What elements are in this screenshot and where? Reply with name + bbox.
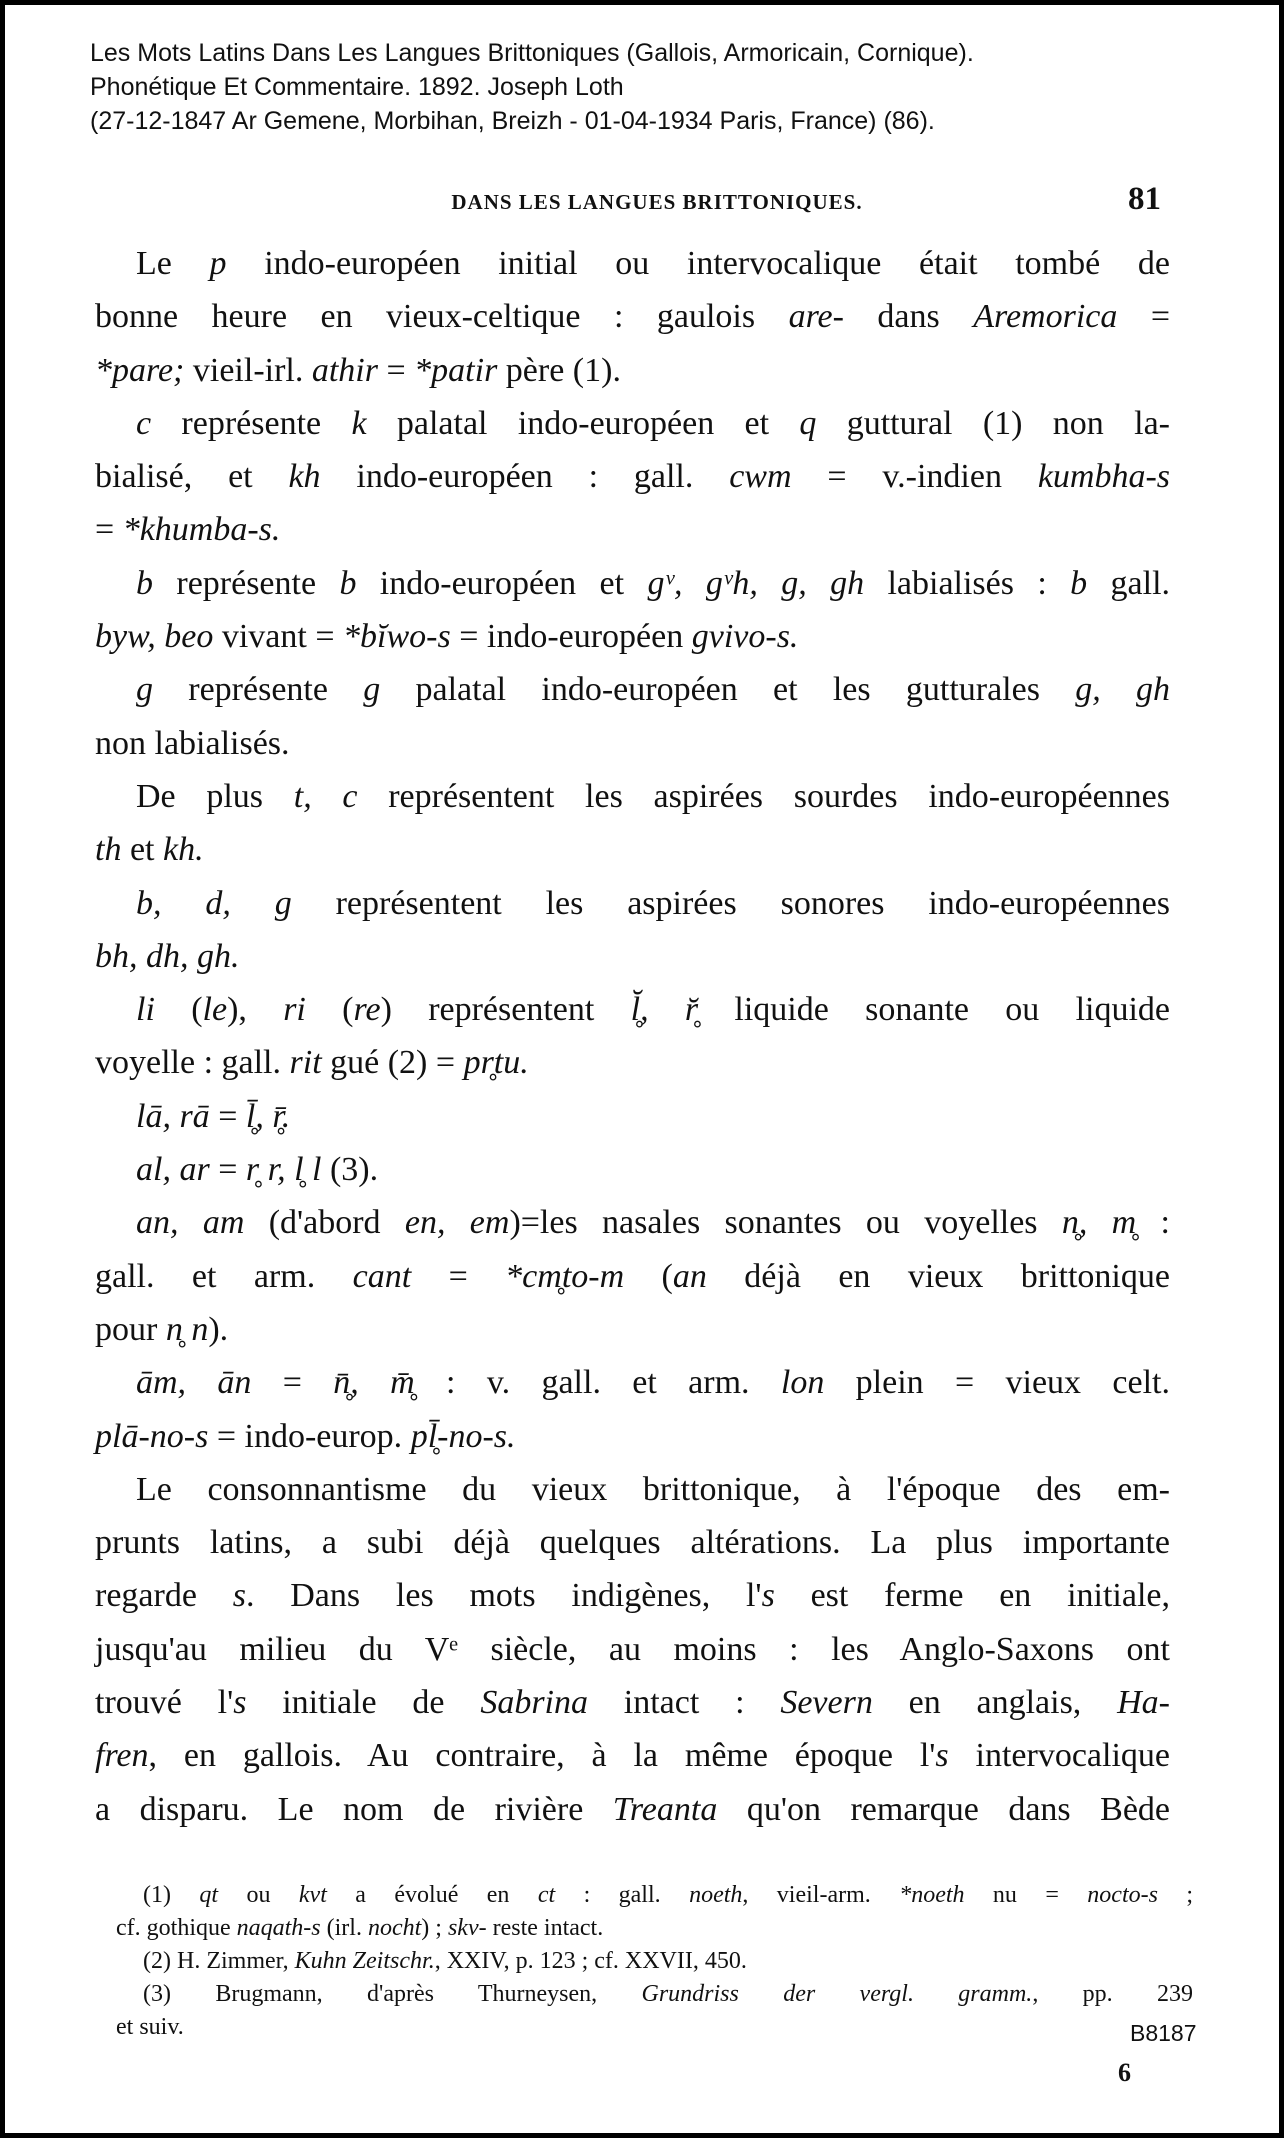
text-run: , XXIV, p. 123 ; cf. XXVII, 450.: [434, 1948, 747, 1974]
body-line: [95, 610, 1170, 663]
text-run: intervocalique: [948, 1737, 1170, 1775]
italic-term: t, c: [293, 777, 358, 815]
text-run: =: [1117, 298, 1170, 336]
italic-term: gvivo-s.: [691, 618, 799, 656]
italic-term: rit: [289, 1044, 322, 1082]
text-run: père (1).: [497, 351, 621, 389]
text-run: représentent les aspirées sonores indo-européennes: [291, 884, 1171, 922]
text-run: ) représentent: [380, 991, 631, 1029]
italic-term: s: [761, 1577, 775, 1615]
text-run: représentent les aspirées sourdes indo-européennes: [357, 777, 1171, 815]
text-run: reste intact.: [486, 1915, 604, 1941]
body-line: [95, 1623, 1170, 1676]
body-line: [95, 983, 1170, 1036]
header-line: Les Mots Latins Dans Les Langues Brittoniques (Gallois, Armoricain, Cornique).: [90, 39, 974, 67]
body-line: [95, 1036, 1170, 1089]
text-run: a disparu. Le nom de rivière: [95, 1790, 613, 1828]
italic-term: ri: [283, 991, 306, 1029]
italic-term: nocto-s: [1087, 1882, 1158, 1908]
italic-term: l̥̆, r̥̆: [630, 991, 699, 1029]
italic-term: Treanta: [612, 1790, 718, 1828]
italic-term: al, ar: [136, 1151, 210, 1189]
text-run: (irl.: [320, 1915, 368, 1941]
italic-term: Kuhn Zeitschr.: [294, 1948, 435, 1974]
italic-term: kumbha-s: [1037, 458, 1171, 496]
italic-term: lon: [780, 1364, 825, 1402]
footnote-line: [116, 1978, 1193, 2011]
body-line: [95, 557, 1170, 610]
text-run: (: [305, 991, 354, 1029]
italic-term: b, d, g: [136, 884, 292, 922]
italic-term: kvt: [298, 1882, 327, 1908]
text-run: . Dans les mots indigènes, l': [245, 1577, 762, 1615]
page-number: 81: [1128, 181, 1161, 217]
italic-term: bh, dh, gh.: [95, 937, 240, 975]
footnotes: [116, 1879, 1193, 2044]
italic-term: b: [339, 564, 357, 602]
text-run: )=les nasales sonantes ou voyelles: [509, 1204, 1062, 1242]
italic-term: l̥̄, r̥̄.: [245, 1097, 291, 1135]
body-line: [95, 1143, 1170, 1196]
footnote-line: [116, 1945, 1193, 1978]
body-line: [95, 397, 1170, 450]
footnote-line: [116, 1912, 1193, 1945]
text-run: qu'on remarque dans Bède: [717, 1790, 1171, 1828]
text-run: liquide sonante ou liquide: [698, 991, 1171, 1029]
text-run: représente: [153, 671, 364, 709]
header-line: Phonétique Et Commentaire. 1892. Joseph Loth: [90, 73, 624, 101]
body-line: [95, 1303, 1170, 1356]
body-line: [95, 877, 1170, 930]
body-line: [95, 1676, 1170, 1729]
text-run: ;: [1157, 1882, 1194, 1908]
italic-term: plā-no-s: [95, 1417, 209, 1455]
italic-term: athir: [311, 351, 378, 389]
italic-term: naqath-s: [236, 1915, 321, 1941]
running-head: DANS LES LANGUES BRITTONIQUES.: [451, 190, 863, 214]
italic-term: *pare;: [95, 351, 185, 389]
body-line: [95, 1783, 1170, 1836]
italic-term: kh: [288, 458, 321, 496]
italic-term: an: [672, 1257, 707, 1295]
italic-term: Ha-: [1117, 1684, 1170, 1722]
body-line: [95, 1356, 1170, 1409]
italic-term: c: [136, 404, 152, 442]
italic-term: th: [95, 831, 122, 869]
body-line: [95, 503, 1170, 556]
body-line: [95, 1410, 1170, 1463]
italic-term: n̥̄, m̥̄: [333, 1364, 415, 1402]
italic-term: p: [209, 245, 227, 282]
italic-term: li: [136, 991, 155, 1029]
italic-term: b: [136, 564, 153, 602]
text-run: ou: [218, 1882, 299, 1908]
signature-mark: 6: [1118, 2058, 1131, 2087]
text-run: Le: [136, 245, 210, 282]
text-run: =: [377, 351, 415, 389]
footnote-line: [116, 1879, 1193, 1912]
italic-term: n̥, m̥: [1061, 1204, 1137, 1242]
italic-term: Severn: [780, 1684, 873, 1722]
text-run: =: [411, 1257, 506, 1295]
italic-term: en, em: [404, 1204, 510, 1242]
text-run: et suiv.: [116, 2014, 184, 2040]
body-line: [95, 1569, 1170, 1622]
text-run: labialisés :: [864, 564, 1071, 602]
italic-term: *khumba-s.: [122, 511, 281, 549]
text-run: dans: [843, 298, 974, 336]
body-line: [95, 237, 1170, 290]
text-run: = indo-europ.: [208, 1417, 411, 1455]
text-run: (3).: [321, 1151, 379, 1189]
italic-term: Grundriss der vergl. gramm.: [641, 1981, 1033, 2007]
italic-term: *patir: [414, 351, 498, 389]
text-run: gall.: [1087, 564, 1171, 602]
italic-term: cant: [352, 1257, 412, 1295]
text-run: De plus: [136, 777, 294, 815]
text-run: gué (2) =: [321, 1044, 464, 1082]
text-run: vieil-irl.: [184, 351, 312, 389]
text-run: (d'abord: [244, 1204, 405, 1242]
italic-term: Aremorica: [973, 298, 1118, 336]
text-run: représente: [153, 564, 340, 602]
body-line: [95, 717, 1170, 770]
italic-term: ct: [537, 1882, 556, 1908]
text-run: =: [251, 1364, 334, 1402]
italic-term: b: [1070, 564, 1088, 602]
italic-term: r̥ r, l̥ l: [245, 1151, 322, 1189]
text-run: gall. et arm.: [95, 1257, 353, 1295]
text-run: cf. gothique: [116, 1915, 237, 1941]
italic-term: n̥ n: [165, 1310, 209, 1348]
text-run: est ferme en initiale,: [774, 1577, 1171, 1615]
text-run: (1): [143, 1882, 200, 1908]
text-run: déjà en vieux brittonique: [706, 1257, 1170, 1295]
body-line: [95, 1196, 1170, 1249]
text-run: nu =: [964, 1882, 1088, 1908]
body-line: [95, 1516, 1170, 1569]
text-run: = v.-indien: [791, 458, 1038, 496]
italic-term: fren: [95, 1737, 149, 1775]
italic-term: g, gh: [1075, 671, 1171, 709]
text-run: bonne heure en vieux-celtique : gaulois: [95, 298, 789, 336]
italic-term: g: [363, 671, 381, 709]
text-run: (: [154, 991, 203, 1029]
italic-term: an, am: [136, 1204, 245, 1242]
body-text: [95, 237, 1170, 1836]
text-run: trouvé l': [95, 1684, 234, 1722]
body-line: [95, 1463, 1170, 1516]
italic-term: kh.: [163, 831, 204, 869]
italic-term: pl̥̄-no-s.: [410, 1417, 516, 1455]
italic-term: q: [799, 404, 817, 442]
italic-term: byw, beo: [95, 618, 214, 656]
italic-term: *bĭwo-s: [343, 618, 451, 656]
text-run: a évolué en: [326, 1882, 538, 1908]
text-run: plein = vieux celt.: [824, 1364, 1170, 1402]
text-run: vivant =: [213, 618, 344, 656]
text-run: indo-européen : gall.: [320, 458, 730, 496]
body-line: [95, 823, 1170, 876]
italic-term: le: [202, 991, 228, 1029]
italic-term: noeth: [689, 1882, 743, 1908]
text-run: , pp. 239: [1032, 1981, 1193, 2007]
library-code: B8187: [1130, 2020, 1197, 2046]
text-run: =: [95, 511, 123, 549]
text-run: = indo-européen: [450, 618, 692, 656]
text-run: guttural (1) non la-: [816, 404, 1170, 442]
text-run: et: [121, 831, 163, 869]
text-run: en anglais,: [872, 1684, 1118, 1722]
italic-term: g: [136, 671, 153, 709]
text-run: ).: [208, 1310, 229, 1348]
text-run: :: [1136, 1204, 1170, 1242]
text-run: , vieil-arm.: [742, 1882, 900, 1908]
text-run: pour: [95, 1310, 166, 1348]
text-run: jusqu'au milieu du Vᵉ siècle, au moins : les Anglo-Saxons ont: [95, 1630, 1170, 1668]
italic-term: qt: [199, 1882, 219, 1908]
italic-term: are-: [788, 298, 844, 336]
italic-term: nocht: [367, 1915, 422, 1941]
text-run: , en gallois. Au contraire, à la même époque l': [148, 1737, 936, 1775]
text-run: intact :: [588, 1684, 781, 1722]
header-line: (27-12-1847 Ar Gemene, Morbihan, Breizh - 01-04-1934 Paris, France) (86).: [90, 107, 935, 135]
italic-term: cwm: [729, 458, 792, 496]
body-line: [95, 930, 1170, 983]
text-run: non labialisés.: [95, 724, 290, 762]
italic-term: pr̥tu.: [463, 1044, 529, 1082]
body-line: [95, 663, 1170, 716]
body-line: [95, 770, 1170, 823]
body-line: [95, 344, 1170, 397]
text-run: représente: [151, 404, 352, 442]
italic-term: s: [935, 1737, 949, 1775]
text-run: voyelle : gall.: [95, 1044, 290, 1082]
text-run: regarde: [95, 1577, 233, 1615]
text-run: ) ;: [421, 1915, 448, 1941]
text-run: (2) H. Zimmer,: [143, 1948, 295, 1974]
text-run: : v. gall. et arm.: [414, 1364, 781, 1402]
text-run: (3) Brugmann, d'après Thurneysen,: [143, 1981, 642, 2007]
italic-term: *cm̥to-m: [505, 1257, 625, 1295]
text-run: bialisé, et: [95, 458, 289, 496]
body-line: [95, 1729, 1170, 1782]
body-line: [95, 1250, 1170, 1303]
text-run: Le consonnantisme du vieux brittonique, à l'époque des em-: [136, 1470, 1170, 1508]
italic-term: skv-: [447, 1915, 487, 1941]
text-run: indo-européen et: [356, 564, 648, 602]
italic-term: *noeth: [899, 1882, 965, 1908]
footnote-line: [116, 2011, 1193, 2044]
text-run: : gall.: [555, 1882, 690, 1908]
italic-term: k: [351, 404, 367, 442]
text-run: (: [624, 1257, 673, 1295]
italic-term: re: [353, 991, 381, 1029]
catalog-header: [90, 36, 974, 138]
text-run: =: [209, 1097, 246, 1135]
text-run: indo-européen initial ou intervocalique était tombé de: [226, 245, 1170, 282]
text-run: palatal indo-européen et les gutturales: [380, 671, 1076, 709]
italic-term: s: [232, 1577, 246, 1615]
text-run: prunts latins, a subi déjà quelques altérations. La plus importante: [95, 1524, 1170, 1562]
italic-term: gᵛ, gᵛh, g, gh: [647, 564, 865, 602]
text-run: initiale de: [246, 1684, 481, 1722]
text-run: palatal indo-européen et: [366, 404, 800, 442]
italic-term: Sabrina: [480, 1684, 588, 1722]
italic-term: lā, rā: [136, 1097, 210, 1135]
body-line: [95, 450, 1170, 503]
body-line: [95, 1090, 1170, 1143]
text-run: =: [209, 1151, 246, 1189]
body-line: [95, 290, 1170, 343]
text-run: ),: [227, 991, 284, 1029]
italic-term: s: [233, 1684, 247, 1722]
italic-term: ām, ān: [136, 1364, 252, 1402]
